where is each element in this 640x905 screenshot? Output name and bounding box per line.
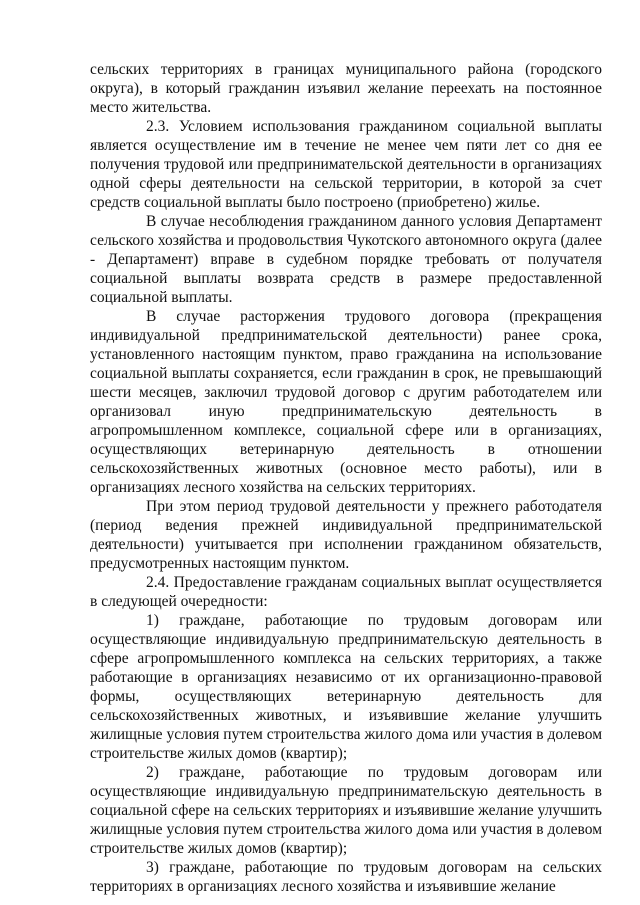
paragraph-2-3: 2.3. Условием использования гражданином социальной выплаты является осуществление им в течение не менее чем пяти лет со дня ее получения трудовой или предпринимательской деятельности в организациях одной сферы деятельности на сельской территории, в которой за счет средств социальной выплаты было построено (приобретено) жилье.	[90, 118, 602, 211]
paragraph-previous-employment: При этом период трудовой деятельности у прежнего работодателя (период ведения прежней индивидуальной предпринимательской деятельности) учитывается при исполнении гражданином обязательств, предусмотренных настоящим пунктом.	[90, 498, 602, 572]
paragraph-2-4: 2.4. Предоставление гражданам социальных выплат осуществляется в следующей очередности:	[90, 574, 602, 610]
paragraph-contract-termination: В случае расторжения трудового договора (прекращения индивидуальной предпринимательской деятельности) ранее срока, установленного настоящим пунктом, право гражданина на использование социальной выплаты сохраняется, если гражданин в срок, не превышающий шести месяцев, заключил трудовой договор с другим работодателем или организовал иную предпринимательскую деятельность в агропромышленном комплексе, социальной сфере или в организациях, осуществляющих ветеринарную деятельность в отношении сельскохозяйственных животных (основное место работы), или в организациях лесного хозяйства на сельских территориях.	[90, 308, 602, 496]
paragraph-continuation: сельских территориях в границах муниципального района (городского округа), в который гражданин изъявил желание переехать на постоянное место жительства.	[90, 61, 602, 116]
list-item-2: 2) граждане, работающие по трудовым договорам или осуществляющие индивидуальную предпринимательскую деятельность в социальной сфере на сельских территориях и изъявившие желание улучшить жилищные условия путем строительства жилого дома или участия в долевом строительстве жилых домов (квартир);	[90, 764, 602, 857]
list-item-1: 1) граждане, работающие по трудовым договорам или осуществляющие индивидуальную предпринимательскую деятельность в сфере агропромышленного комплекса на сельских территориях, а также работающие в организациях независимо от их организационно-правовой формы, осуществляющих ветеринарную деятельность для сельскохозяйственных животных, и изъявившие желание улучшить жилищные условия путем строительства жилого дома или участия в долевом строительстве жилых домов (квартир);	[90, 612, 602, 762]
list-item-3: 3) граждане, работающие по трудовым договорам на сельских территориях в организациях лесного хозяйства и изъявившие желание	[90, 859, 602, 895]
paragraph-noncompliance: В случае несоблюдения гражданином данного условия Департамент сельского хозяйства и продовольствия Чукотского автономного округа (далее - Департамент) вправе в судебном порядке требовать от получателя социальной выплаты возврата средств в размере предоставленной социальной выплаты.	[90, 213, 602, 306]
document-page	[90, 60, 602, 896]
